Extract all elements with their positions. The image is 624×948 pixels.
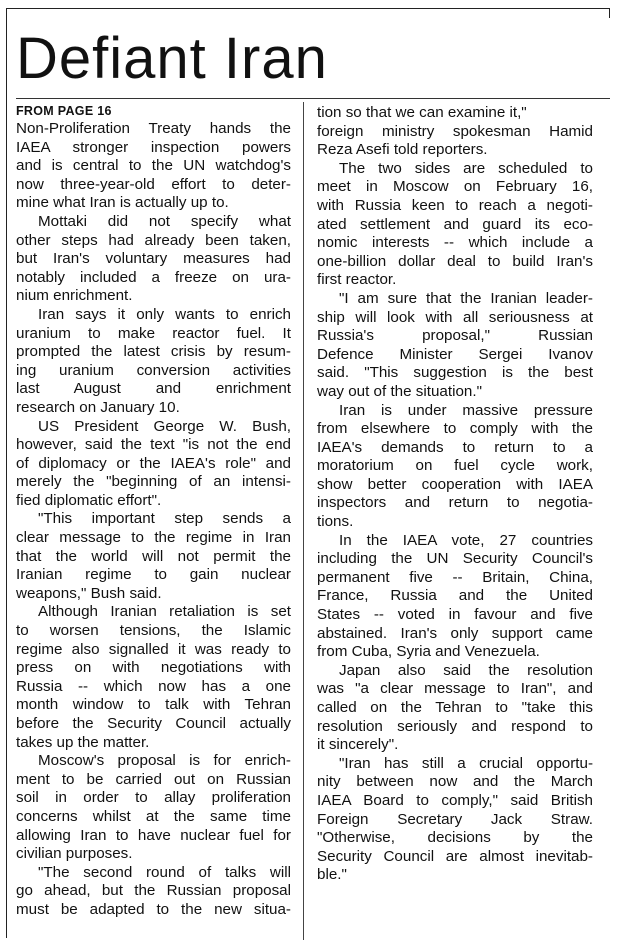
text-line: civilian purposes. xyxy=(16,845,133,863)
text-line: one-billion dollar deal to build Iran's xyxy=(317,252,593,270)
text-line: Russia -- which now has a one xyxy=(16,677,291,695)
text-line: meet in Moscow on February 16, xyxy=(317,178,593,196)
text-line: prompted the latest crisis by resum- xyxy=(16,343,291,361)
text-line: first reactor. xyxy=(317,271,397,289)
text-line: uranium to make reactor fuel. It xyxy=(16,324,291,342)
left-column-text xyxy=(16,120,291,920)
text-line: must be adapted to the new situa- xyxy=(16,900,291,918)
text-line: Iranian regime to gain nuclear xyxy=(16,566,291,584)
text-line: was "a clear message to Iran", and xyxy=(317,680,593,698)
text-line: from Cuba, Syria and Venezuela. xyxy=(317,643,540,661)
page-frame-left xyxy=(6,8,7,938)
text-line: permanent five -- Britain, China, xyxy=(317,568,593,586)
text-line: inspectors and return to negotia- xyxy=(317,494,593,512)
text-line: other steps had already been taken, xyxy=(16,231,291,249)
text-line: with Russia keen to reach a negoti- xyxy=(317,196,593,214)
text-line: ment to be carried out on Russian xyxy=(16,770,291,788)
text-line: however, said the text "is not the end xyxy=(16,436,291,454)
text-line: ble." xyxy=(317,866,347,884)
text-line: resolution seriously and respond to xyxy=(317,717,593,735)
text-line: Reza Asefi told reporters. xyxy=(317,141,488,159)
text-line: mine what Iran is actually up to. xyxy=(16,194,229,212)
kicker: FROM PAGE 16 xyxy=(16,104,112,118)
text-line: "Iran has still a crucial opportu- xyxy=(339,754,593,772)
text-line: said. "This suggestion is the best xyxy=(317,364,593,382)
text-line: IAEA Board to comply," said British xyxy=(317,791,593,809)
text-line: called on the Tehran to "take this xyxy=(317,699,593,716)
column-divider xyxy=(303,102,304,940)
text-line: ship will look with all seriousness at xyxy=(317,308,593,326)
text-line: States -- voted in favour and five xyxy=(317,606,593,624)
text-line: US President George W. Bush, xyxy=(38,417,291,435)
text-line: Foreign Secretary Jack Straw. xyxy=(317,810,593,828)
text-line: it sincerely". xyxy=(317,736,399,754)
article-column-left xyxy=(16,104,291,920)
text-line: Moscow's proposal is for enrich- xyxy=(38,752,291,770)
text-line: regime also signalled it was ready to xyxy=(16,640,291,658)
text-line: Although Iranian retaliation is set xyxy=(38,603,291,621)
text-line: that the world will not permit the xyxy=(16,547,291,565)
text-line: last August and enrichment xyxy=(16,380,291,398)
text-line: "This important step sends a xyxy=(38,510,291,528)
text-line: now three-year-old effort to deter- xyxy=(16,175,291,193)
text-line: tion so that we can examine it," xyxy=(317,104,527,121)
text-line: clear message to the regime in Iran xyxy=(16,529,291,547)
text-line: Japan also said the resolution xyxy=(339,661,593,679)
text-line: from elsewhere to comply with the xyxy=(317,420,593,438)
headline-rule xyxy=(16,98,610,99)
text-line: merely the "beginning of an intensi- xyxy=(16,473,291,491)
text-line: abstained. Iran's only support came xyxy=(317,624,593,642)
text-line: nium enrichment. xyxy=(16,287,133,305)
text-line: Iran says it only wants to enrich xyxy=(38,305,291,323)
text-line: In the IAEA vote, 27 countries xyxy=(339,531,593,549)
text-line: research on January 10. xyxy=(16,398,180,416)
text-line: way out of the situation." xyxy=(317,382,482,400)
text-line: "I am sure that the Iranian leader- xyxy=(339,289,593,307)
text-line: of diplomacy or the IAEA's role" and xyxy=(16,454,291,472)
text-line: press on with negotiations with xyxy=(16,659,291,677)
text-line: Defence Minister Sergei Ivanov xyxy=(317,345,593,363)
text-line: IAEA's demands to return to a xyxy=(317,438,593,456)
text-line: "The second round of talks will xyxy=(38,863,291,881)
text-line: notably included a freeze on ura- xyxy=(16,268,291,286)
article-column-right xyxy=(317,104,593,885)
text-line: soil in order to allay proliferation xyxy=(16,789,291,807)
text-line: nity between now and the March xyxy=(317,773,593,791)
text-line: Security Council are almost inevitab- xyxy=(317,847,593,865)
text-line: month window to talk with Tehran xyxy=(16,696,291,714)
text-line: including the UN Security Council's xyxy=(317,550,593,568)
text-line: foreign ministry spokesman Hamid xyxy=(317,122,593,140)
text-line: but Iran's voluntary measures had xyxy=(16,250,291,268)
text-line: tions. xyxy=(317,513,354,531)
text-line: fied diplomatic effort". xyxy=(16,491,162,509)
text-line: ing uranium conversion activities xyxy=(16,361,291,379)
text-line: concerns whilst at the same time xyxy=(16,807,291,825)
page-frame-right xyxy=(609,8,610,18)
text-line: to worsen tensions, the Islamic xyxy=(16,622,291,640)
text-line: Mottaki did not specify what xyxy=(38,212,291,230)
text-line: allowing Iran to have nuclear fuel for xyxy=(16,826,291,844)
text-line: IAEA stronger inspection powers xyxy=(16,138,291,156)
text-line: before the Security Council actually xyxy=(16,715,291,732)
text-line: takes up the matter. xyxy=(16,733,150,751)
text-line: show better cooperation with IAEA xyxy=(317,475,593,493)
text-line: go ahead, but the Russian proposal xyxy=(16,882,291,900)
text-line: and is central to the UN watchdog's xyxy=(16,157,291,175)
page-frame-top xyxy=(6,8,610,9)
text-line: nomic interests -- which include a xyxy=(317,234,593,252)
text-line: France, Russia and the United xyxy=(317,587,593,605)
text-line: Russia's proposal," Russian xyxy=(317,327,593,345)
text-line: moratorium on fuel cycle work, xyxy=(317,457,593,475)
text-line: ated settlement and guard its eco- xyxy=(317,215,593,233)
text-line: "Otherwise, decisions by the xyxy=(317,829,593,847)
right-column-text xyxy=(317,104,593,885)
text-line: weapons," Bush said. xyxy=(16,584,162,602)
text-line: Iran is under massive pressure xyxy=(339,401,593,419)
headline: Defiant Iran xyxy=(16,26,328,91)
text-line: The two sides are scheduled to xyxy=(339,159,593,177)
text-line: Non-Proliferation Treaty hands the xyxy=(16,120,291,137)
